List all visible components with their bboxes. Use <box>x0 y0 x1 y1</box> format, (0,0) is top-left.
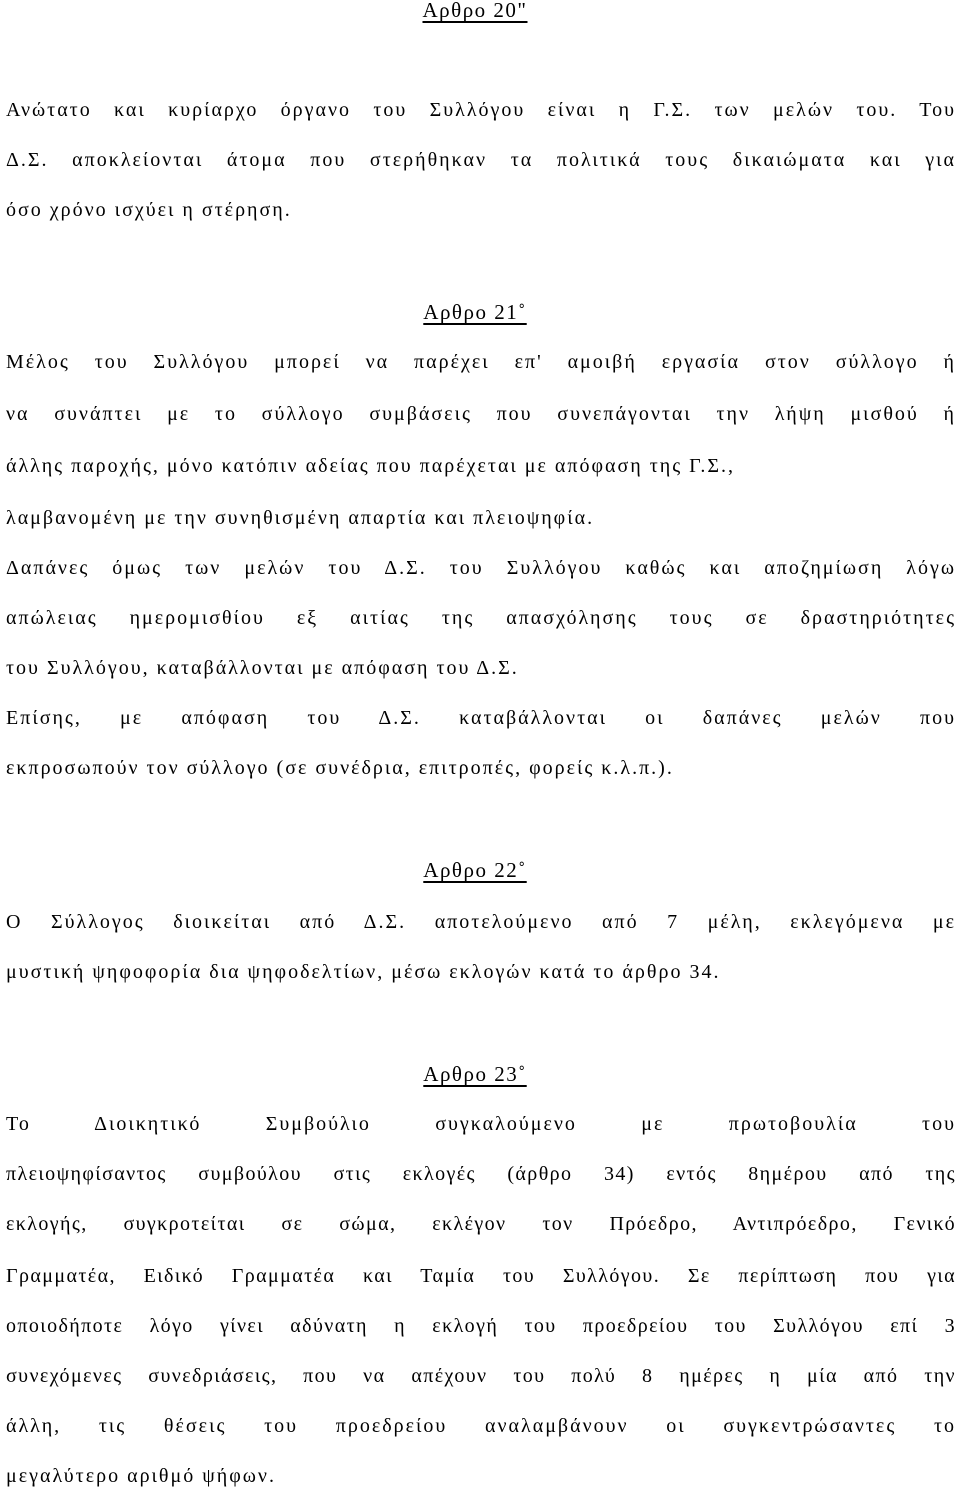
article-21-line-9: εκπροσωπούν τον σύλλογο (σε συνέδρια, επιτροπές, φορείς κ.λ.π.). <box>6 757 674 779</box>
article-21-line-5: Δαπάνες όμως των μελών του Δ.Σ. του Συλλόγου καθώς και αποζημίωση λόγω <box>6 557 956 579</box>
article-21-line-1: Μέλος του Συλλόγου μπορεί να παρέχει επ' αμοιβή εργασία στον σύλλογο ή <box>6 351 956 373</box>
article-21-line-2: να συνάπτει με το σύλλογο συμβάσεις που συνεπάγονται την λήψη μισθού ή <box>6 403 956 425</box>
article-23-title: Αρθρο 23˚ <box>423 1062 527 1086</box>
article-21-title: Αρθρο 21˚ <box>423 300 527 324</box>
article-23-line-8: μεγαλύτερο αριθμό ψήφων. <box>6 1465 276 1487</box>
article-23-line-5: οποιοδήποτε λόγο γίνει αδύνατη η εκλογή του προεδρείου του Συλλόγου επί 3 <box>6 1315 956 1337</box>
article-21-line-3: άλλης παροχής, μόνο κατόπιν αδείας που παρέχεται με απόφαση της Γ.Σ., <box>6 455 735 477</box>
article-22-line-1: Ο Σύλλογος διοικείται από Δ.Σ. αποτελούμενο από 7 μέλη, εκλεγόμενα με <box>6 911 956 933</box>
article-23-line-4: Γραμματέα, Ειδικό Γραμματέα και Ταμία του Συλλόγου. Σε περίπτωση που για <box>6 1265 956 1287</box>
article-22-line-2: μυστική ψηφοφορία δια ψηφοδελτίων, μέσω εκλογών κατά το άρθρο 34. <box>6 961 721 983</box>
article-23-line-3: εκλογής, συγκροτείται σε σώμα, εκλέγον τον Πρόεδρο, Αντιπρόεδρο, Γενικό <box>6 1213 956 1235</box>
article-23-line-7: άλλη, τις θέσεις του προεδρείου αναλαμβάνουν οι συγκεντρώσαντες το <box>6 1415 956 1437</box>
article-20-title: Αρθρο 20" <box>422 0 528 22</box>
article-21-line-7: του Συλλόγου, καταβάλλονται με απόφαση του Δ.Σ. <box>6 657 519 679</box>
article-22-title: Αρθρο 22˚ <box>423 858 527 882</box>
article-23-line-1: Το Διοικητικό Συμβούλιο συγκαλούμενο με πρωτοβουλία του <box>6 1113 956 1135</box>
article-20-line-2: Δ.Σ. αποκλείονται άτομα που στερήθηκαν τα πολιτικά τους δικαιώματα και για <box>6 149 956 171</box>
article-23-line-2: πλειοψηφίσαντος συμβούλου στις εκλογές (άρθρο 34) εντός 8ημέρου από της <box>6 1163 956 1185</box>
article-23-line-6: συνεχόμενες συνεδριάσεις, που να απέχουν του πολύ 8 ημέρες η μία από την <box>6 1365 956 1387</box>
article-21-line-6: απώλειας ημερομισθίου εξ αιτίας της απασχόλησης τους σε δραστηριότητες <box>6 607 956 629</box>
article-20-line-1: Ανώτατο και κυρίαρχο όργανο του Συλλόγου είναι η Γ.Σ. των μελών του. Του <box>6 99 956 121</box>
article-21-line-4: λαμβανομένη με την συνηθισμένη απαρτία και πλειοψηφία. <box>6 507 595 529</box>
article-20-line-3: όσο χρόνο ισχύει η στέρηση. <box>6 199 292 221</box>
article-21-line-8: Επίσης, με απόφαση του Δ.Σ. καταβάλλονται οι δαπάνες μελών που <box>6 707 956 729</box>
